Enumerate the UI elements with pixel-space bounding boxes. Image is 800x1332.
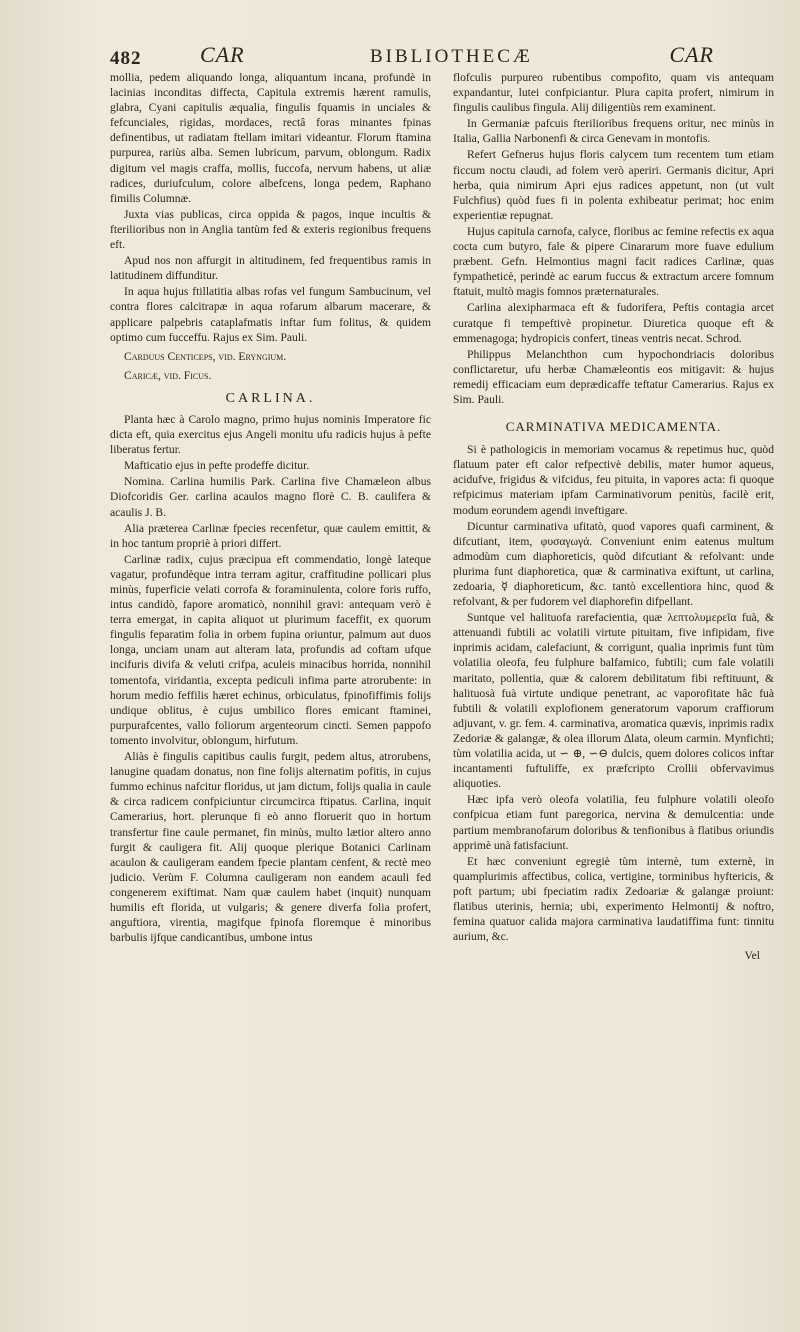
- paragraph: Si è pathologicis in memoriam vocamus & repetimus huc, quòd flatuum pater eft calor refpectivè debilis, mater humor aqueus, acidufve, frigidus & vifcidus, feu pituita, in vapores acta: fi quoque refpicimus materiam ipfam Carminativorum penitùs, facilè erit, modum eorundem agendi inveftigare.: [453, 443, 774, 517]
- paragraph: Suntque vel halituofa rarefacientia, quæ λεπτολυμερεῖα fuà, & attenuandi fubtili ac volatili virtute pituitam, five infipidam, five inprimis acidam, calefaciunt, & corrigunt, qualia inprimis funt tùm volatilia oleofa, feu fulphure balfamico, fubtili; cum fale volatili maritato, pollentia, quæ & calorem debilitatum fibi reftituunt, & halituosà fuà virtute undique penetrant, ac vaporofitate hâc fuà fubtili & volatili explofionem generatorum vaporum craffiorum adjuvant, v. gr. fem. 4. carminativa, aromatica quævis, inprimis radix Zedoriæ & galangæ, & olea illorum ∆lata, oleum carmin. Mynfichti; tùm volatilia acida, ut ∽ ⊕, ∽⊖ dulcis, quem dolores colicos inftar incantamenti fuftuliffe, ex præfcripto Crollii obfervavimus aliquoties.: [453, 611, 774, 791]
- paragraph: Aliàs è fingulis capitibus caulis furgit, pedem altus, atrorubens, lanugine quadam donatus, non fine folijs alternatim pofitis, in cujus fummo echinus nafcitur floridus, ut jam dictum, folijs qualia in caule & circa radicem confpiciuntur circumcirca ftipatus. Carlina, inquit Camerarius, hort. plerunque fi eò anno floruerit quo in hortum transfertur fine caule permanet, fin minùs, multo lætior altero anno furgit & cauligera fit. Alij quoque plerique Botanici Carlinam acaulon & cauligeram eandem fpecie plantam cenfent, & rectè meo judicio. Verùm F. Columna cauligeram non eandem acauli fed congenerem exiftimat. Nam quæ caulem habet (inquit) nunquam humilis eft florida, ut vulgaris; & genere diverfa folia profert, anguftiora, virentia, magifque fpinofa floremque è minoribus barbulis ijfque candicantibus, umbone intus: [110, 750, 431, 945]
- page-number: 482: [110, 48, 142, 69]
- paragraph: Et hæc conveniunt egregiè tùm internè, tum externè, in quamplurimis affectibus, colica, vertigine, torminibus hyftericis, & poft partum; ubi fpeciatim radix Zedoariæ & galangæ proiunt: flatibus uterinis, hernia; ubi, experimento Helmontij & noftro, femina quatuor calida majora carminativa laudatiffima funt: tinnitu aurium, &c.: [453, 854, 774, 944]
- right-column: [453, 70, 774, 1312]
- paragraph: In aqua hujus ftillatitia albas rofas vel fungum Sambucinum, vel contra flores calcitrapæ in aqua rofarum albarum macerare, & applicare palpebris cataplafmatis inftar fum folitus, & quidem optimo cum fucceffu. Rajus ex Sim. Pauli.: [110, 285, 431, 344]
- paragraph: Planta hæc à Carolo magno, primo hujus nominis Imperatore fic dicta eft, quia exercitus ejus Angeli monitu ufu radicis hujus à pefte liberatus fertur.: [110, 412, 431, 457]
- paragraph: Carlina alexipharmaca eft & fudorifera, Peftis contagia arcet curatque fi tempeftivè propinetur. Diuretica quoque eft & emmenagoga; hydropicis confert, tineas ventris necat. Schrod.: [453, 301, 774, 345]
- paragraph: Juxta vias publicas, circa oppida & pagos, inque incultis & fterilioribus non in Anglia tantùm fed & exteris regionibus frequens eft.: [110, 207, 431, 252]
- text-columns: [110, 70, 774, 1312]
- paragraph: Hujus capitula carnofa, calyce, floribus ac femine refectis ex aqua cocta cum butyro, fale & pipere Cinararum more fuave edulium præbent. Gefn. Helmontius magni facit radices Carlinæ, quas fympatheticè, perindè ac earum fuccus & extractum arcere fomnum ftatuit, multò magis fomnos præternaturales.: [453, 224, 774, 299]
- paragraph: In Germaniæ pafcuis fterilioribus frequens oritur, nec minùs in Italia, Gallia Narbonenfi & circa Genevam in montofis.: [453, 117, 774, 146]
- cross-reference: Caricæ, vid. Ficus.: [124, 368, 212, 382]
- paragraph: Refert Gefnerus hujus floris calycem tum recentem tum etiam ficcum noctu claudi, ad folem verò aperiri. Germanis dicitur, Apri herba, quia nimirum Apri ejus radices appetunt, non (ut vult Fulchfius) quòd fues fi in polenta exhibeatur perimat; hoc enim experientiæ repugnat.: [453, 148, 774, 222]
- right-catchword: CAR: [669, 42, 714, 67]
- paragraph: Carlinæ radix, cujus præcipua eft commendatio, longè lateque vagatur, profundèque intra terram agitur, craffitudine pollicari plus minùs, fuperficie velati corrofa & foraminulenta, colore foris ruffo, intus candidò, fapore aromaticò, nonnihil gravi: antequam verò è terra emergat, in capita aliquot ut plurimum faceffit, ex quorum fingulis feparatim folia in orbem fupina oriuntur, palmum aut duos longa, unciam unam aut alteram lata, profundis ad coftam ufque incifuris divifa & veluti crifpa, aculeis minacibus horrida, nonnihil tomentofa, viridantia, excepta pediculi infima parte atrorubente: in horum medio feffilis hæret echinus, orbiculatus, fpinofiffimis folijs undique oblitus, è cujus umbilico flores emicant ftaminei, purpurafcentes, vallo foliorum argenteorum cincti. Semen pappofo tomento involvitur, oblongum, hirfutum.: [110, 552, 431, 747]
- paragraph: Alia præterea Carlinæ fpecies recenfetur, quæ caulem emittit, & in hoc tantum propriè à priori differt.: [110, 521, 431, 550]
- paragraph: flofculis purpureo rubentibus compofito, quam vis antequam expandantur, lutei confpiciantur. Plura capita profert, nimirum in fingulis caulibus fingula. Alij diligentiùs rem examinent.: [453, 71, 774, 115]
- running-title: BIBLIOTHECÆ: [370, 46, 533, 67]
- left-column: [110, 70, 431, 1312]
- paragraph: Philippus Melanchthon cum hypochondriacis doloribus conflictaretur, ufu herbæ Chamæleontis eos mitigavit: & hujus remedij efficaciam eum deprædicaffe teftatur Camerarius. Rajus ex Sim. Pauli.: [453, 347, 774, 406]
- paragraph: Dicuntur carminativa ufitatò, quod vapores quafi carminent, & difcutiant, item, φυσαγωγά. Conveniunt enim eatenus multum admodùm cum diaphoreticis, quòd difcutiant & refolvant: unde plurima funt diaphoretica, quæ & carminativa exiftunt, ut carlina, zedoaria, ☿ diaphoreticum, &c. tantò excellentiora hinc, quod & refolvant, & per fudorem vel diaphorefin difpellant.: [453, 519, 774, 609]
- catchword: Vel: [744, 949, 760, 963]
- running-header: [110, 40, 774, 74]
- paragraph: Mafticatio ejus in pefte prodeffe dicitur.: [124, 459, 310, 473]
- paragraph: Nomina. Carlina humilis Park. Carlina five Chamæleon albus Diofcoridis Ger. carlina acaulos magno florè C. B. caulifera & acaulis J. B.: [110, 475, 431, 519]
- left-catchword: CAR: [200, 42, 245, 67]
- section-heading: CARLINA.: [225, 390, 316, 406]
- paragraph: mollia, pedem aliquando longa, aliquantum incana, profundè in lacinias inconditas diffecta, Capitula extremis hærent ramulis, glabra, Cyani capitulis æqualia, fingulis fquamis in unciales & fefcunciales, rigidas, mordaces, rectâ foras minantes fpinas definentibus, ut radiatam ftellam imitari videantur. Florum ftamina purpurea, rariùs alba. Semen lubricum, parvum, oblongum. Radix digitum vel magis craffa, mollis, fuccofa, nervum habens, ut aliæ radices, duriufculum, colore albefcens, longa pedem, Raphano fimilis Columnæ.: [110, 71, 431, 205]
- paragraph: Hæc ipfa verò oleofa volatilia, feu fulphure volatili oleofo confpicua etiam funt paregorica, nervina & demulcentia: unde partium membranofarum doloribus & tenfionibus à flatibus oriundis apprimè unà fatisfaciunt.: [453, 793, 774, 852]
- paragraph: Apud nos non affurgit in altitudinem, fed frequentibus ramis in latitudinem diffunditur.: [110, 254, 431, 283]
- section-heading: CARMINATIVA MEDICAMENTA.: [505, 419, 722, 435]
- cross-reference: Carduus Centiceps, vid. Eryngium.: [124, 349, 287, 363]
